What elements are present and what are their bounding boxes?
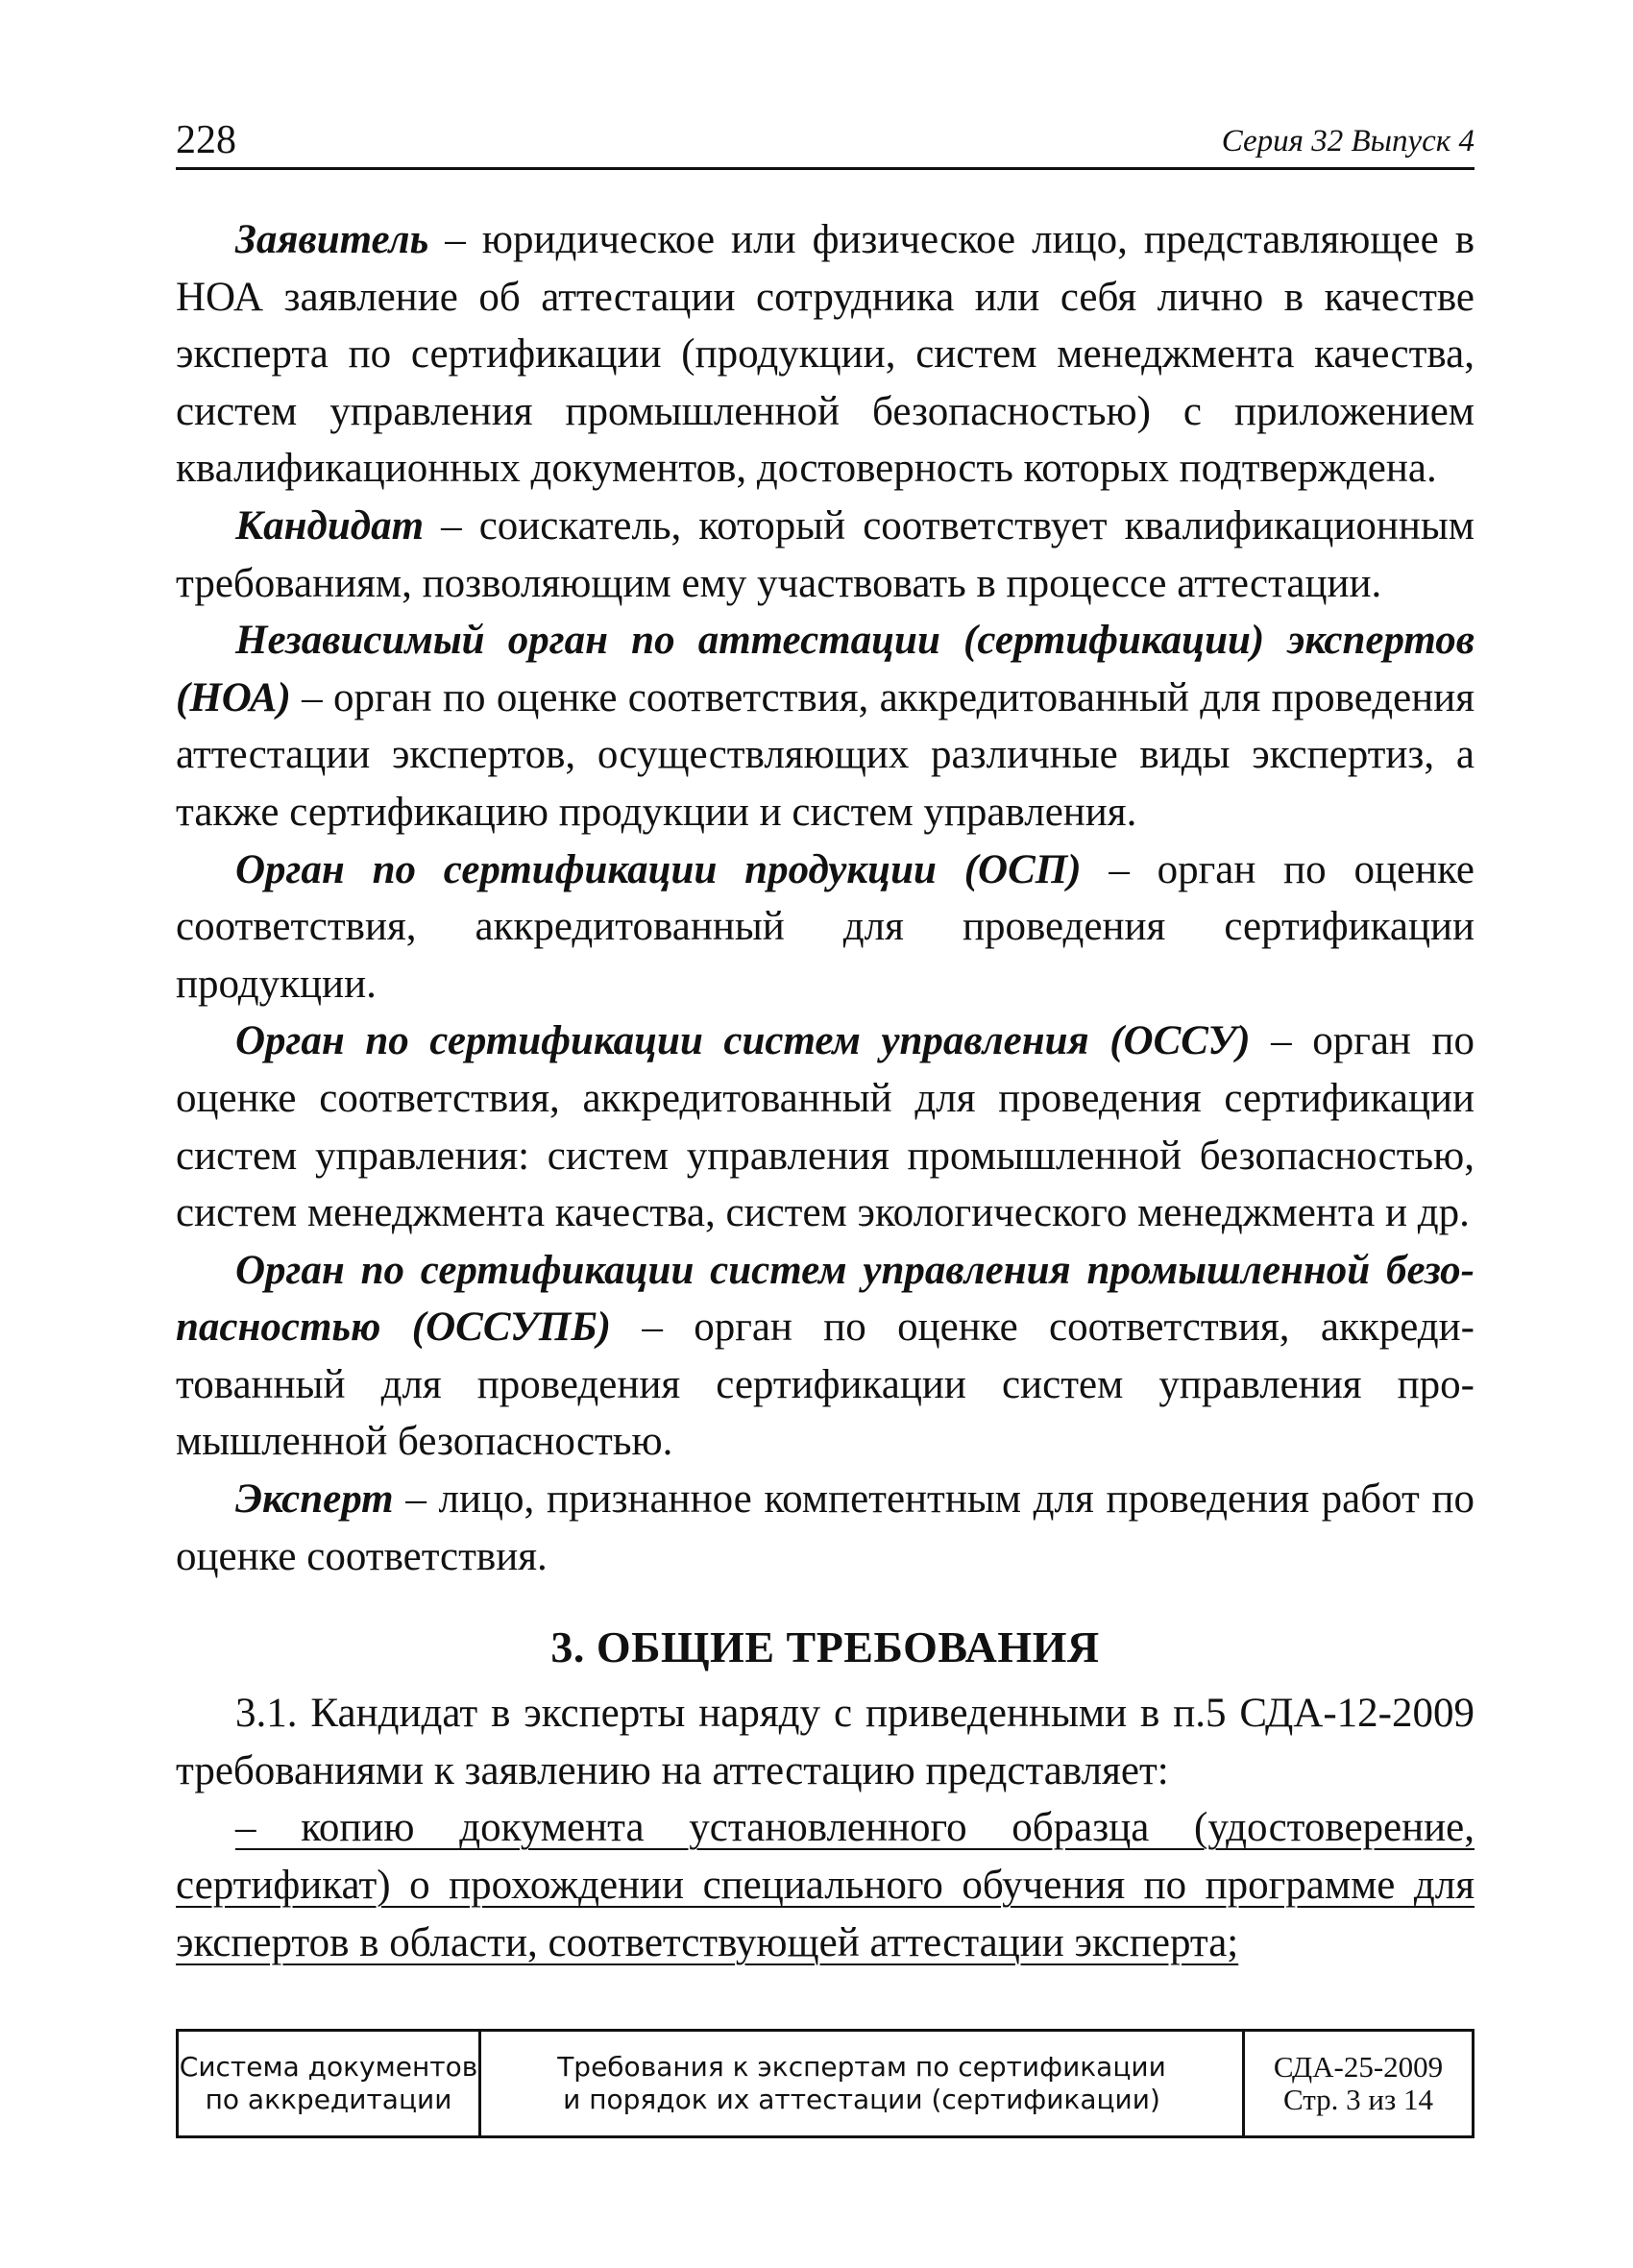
definition-noa xyxy=(176,612,1475,841)
definition-ossupb xyxy=(176,1242,1475,1471)
page-header xyxy=(176,117,1475,170)
section-paragraph-2: – копию документа установленного образца (удостоверение, сертификат) о прохождении специального обучения по программе для экспертов в области, соответствующей аттестации эксперта; xyxy=(176,1805,1475,1965)
page-body xyxy=(176,211,1475,1971)
definition-text: – лицо, признанное компетентным для проведения работ по оценке соответствия. xyxy=(176,1476,1475,1579)
definition-term: Независимый орган по аттестации (сертификации) экспертов (НОА) xyxy=(176,618,1475,720)
definition-term: Эксперт xyxy=(235,1476,394,1523)
footer-system-line2: по аккредитации xyxy=(205,2084,452,2115)
footer-title-line2: и порядок их аттестации (сертификации) xyxy=(563,2084,1160,2115)
definition-term: Орган по сертификации продукции (ОСП) xyxy=(235,846,1082,892)
definition-text: – орган по оценке соответствия, аккредитованный для проведения аттестации экспертов, осуществляющих различные виды экспертиз, а также сертификацию продукции и систем управления. xyxy=(176,674,1475,835)
definition-term: Орган по сертификации систем управления промышленной безопасностью (ОССУПБ) xyxy=(176,1247,1475,1351)
definition-text: – орган по оценке соответствия, аккредитованный для проведения сертификации продукции. xyxy=(176,846,1475,1007)
definition-osp xyxy=(176,841,1475,1013)
section-paragraph-1: 3.1. Кандидат в эксперты наряду с приведенными в п.5 СДА-12-2009 требованиями к заявлению на аттестацию представляет: xyxy=(176,1691,1475,1793)
footer-title-cell xyxy=(481,2032,1245,2135)
definition-text: – орган по оценке соответствия, аккредитованный для проведения сертификации систем управления: систем управления промышленной безопасностью, систем менеджмента качества, систем экологического менеджмента и др. xyxy=(176,1018,1475,1236)
definition-text: – юридическое или физическое лицо, представляющее в НОА заявление об аттестации сотрудника или себя лично в качестве эксперта по сертификации (продукции, систем менеджмента качества, систем управления промышленной безопасностью) с приложением квалификационных документов, достоверность которых подтверждена. xyxy=(176,217,1475,492)
definition-term: Кандидат xyxy=(235,502,425,549)
definition-term: Заявитель xyxy=(235,217,429,262)
definition-applicant xyxy=(176,211,1475,498)
series-label: Серия 32 Выпуск 4 xyxy=(1221,124,1475,159)
footer-title-line1: Требования к экспертам по сертификации xyxy=(557,2051,1166,2083)
footer-code-cell xyxy=(1245,2032,1472,2135)
definition-ossu xyxy=(176,1012,1475,1241)
definition-expert xyxy=(176,1471,1475,1585)
footer-doc-code: СДА-25-2009 xyxy=(1273,2050,1444,2084)
definition-term: Орган по сертификации систем управления (ОССУ) xyxy=(235,1018,1251,1064)
footer-system-cell xyxy=(179,2032,481,2135)
footer-page-count: Стр. 3 из 14 xyxy=(1282,2083,1434,2116)
page-footer-table xyxy=(176,2029,1475,2138)
definition-candidate xyxy=(176,498,1475,612)
page-number: 228 xyxy=(176,118,236,162)
section-title: 3. ОБЩИЕ ТРЕБОВАНИЯ xyxy=(550,1622,1100,1672)
definition-text: – соискатель, который соответствует квалификационным требованиям, позволяющим ему участвовать в процессе аттестации. xyxy=(176,502,1475,606)
footer-system-line1: Система документов xyxy=(179,2051,478,2083)
definition-text: – орган по оценке соответствия, аккредитованный для проведения сертификации систем управления промышленной безопасностью. xyxy=(176,1305,1475,1465)
